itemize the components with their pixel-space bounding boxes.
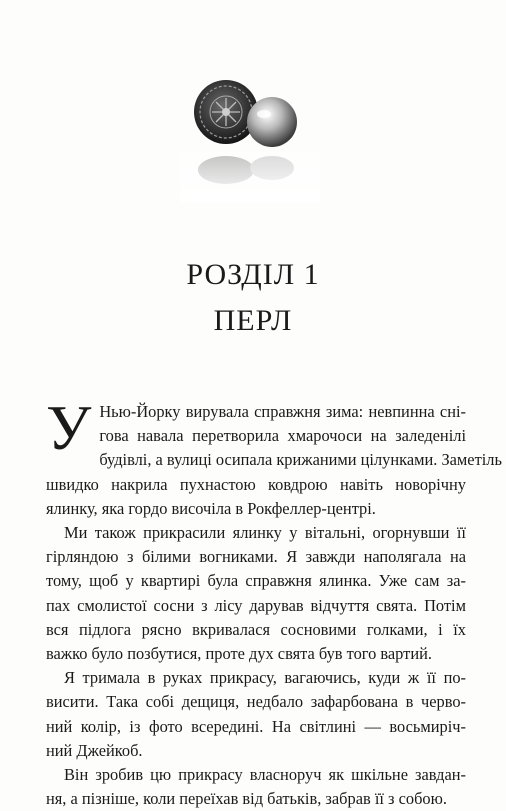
chapter-title: ПЕРЛ [213,304,293,337]
text-line: гірляндою з білими вогниками. Я завжди наполягала на [46,547,466,567]
text-line: вся підлога рясно вкривалася сосновими голками, і їх [46,619,466,639]
text-line: тому, щоб у квартирі була справжня ялинка. Уже сам за- [46,571,466,591]
drop-cap: У [46,392,92,463]
text-line: пах смолистої сосни з лісу дарував відчуття свята. Потім [46,595,466,615]
text-line: Я тримала в руках прикрасу, вагаючись, куди ж її по- [64,668,466,688]
text-line: швидко накрила пухнастою ковдрою навіть новорічну [46,474,466,494]
text-line: ний Джейкоб. [46,740,143,760]
chapter-body [46,392,502,811]
chapter-number: РОЗДІЛ 1 [186,258,320,291]
text-line: гова навала перетворила хмарочоси на заледенілі [99,426,466,446]
text-line: Ми також прикрасили ялинку у вітальні, огорнувши її [64,523,466,543]
text-line: Він зробив цю прикрасу власноруч як шкільне завдан- [64,765,466,785]
paragraph-1 [46,392,502,521]
text-line: ний колір, із фото всередині. На світлині — восьмиріч- [46,716,466,736]
text-line: ня, а пізніше, коли переїхав від батьків, забрав її з собою. [46,789,447,809]
text-line: будівлі, а вулиці осипала крижаними цілунками. Заметіль [99,450,502,470]
text-line: Нью-Йорку вирувала справжня зима: невпинна сні- [99,402,466,421]
text-line: важко було позбутися, проте дух свята був того вартий. [46,644,432,664]
text-line: ялинку, яка гордо височіла в Рокфеллер-центрі. [46,498,376,518]
text-line: висити. Така собі дещиця, недбало зафарбована в черво- [46,692,466,712]
paragraph-3 [46,666,466,763]
paragraph-2 [46,521,466,666]
pearl-and-button-ornament-icon [180,72,320,202]
paragraph-4 [46,763,466,811]
